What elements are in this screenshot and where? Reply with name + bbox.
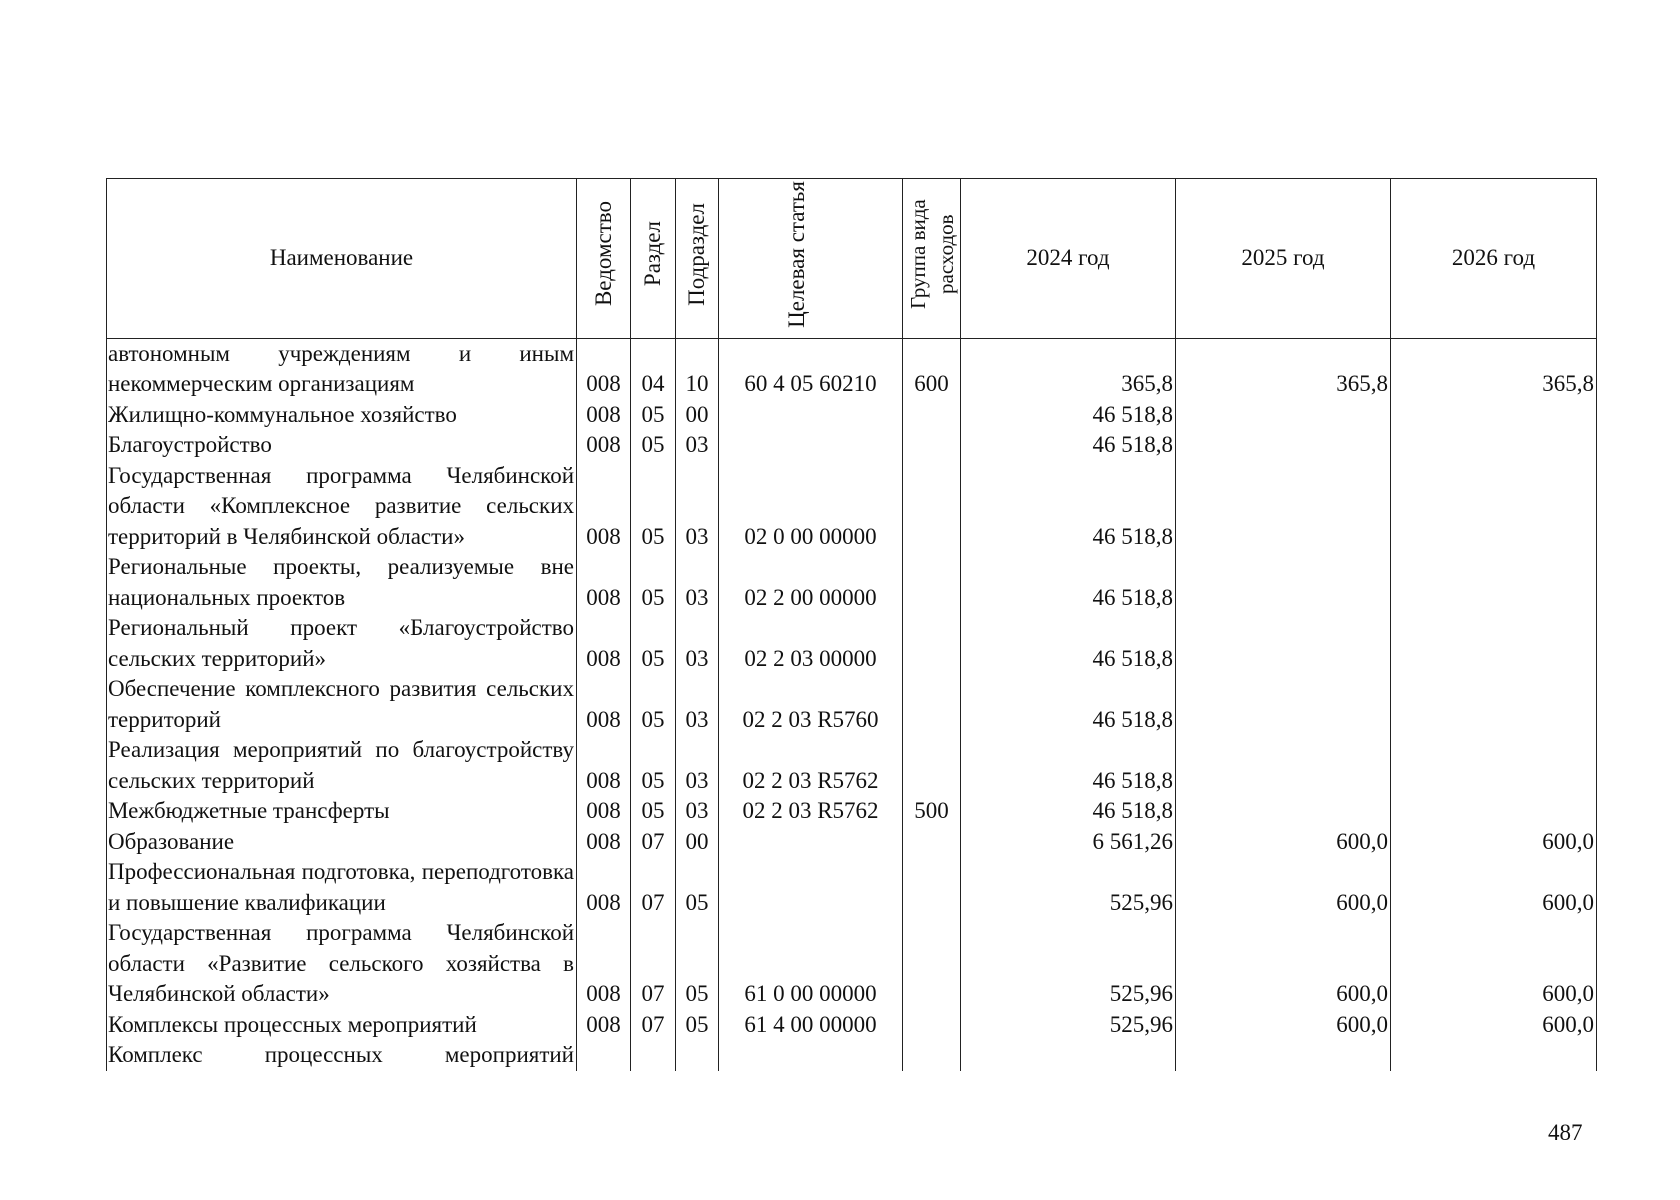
table-row (107, 461, 1597, 553)
table-row (107, 400, 1597, 431)
row-expense-group (903, 461, 961, 553)
row-department: 008 (577, 552, 631, 613)
row-name: Государственная программа Челябинской области «Развитие сельского хозяйства в Челябинской области» (107, 918, 577, 1010)
row-2026 (1391, 461, 1597, 553)
table-row (107, 827, 1597, 858)
header-name: Наименование (107, 179, 577, 339)
row-2025 (1176, 1040, 1391, 1071)
row-target-article (719, 1040, 903, 1071)
row-expense-group (903, 552, 961, 613)
header-department: Ведомство (577, 179, 631, 339)
row-section: 05 (631, 552, 676, 613)
row-2024: 46 518,8 (961, 613, 1176, 674)
row-name: Образование (107, 827, 577, 858)
row-2025 (1176, 461, 1391, 553)
row-subsection: 03 (676, 674, 719, 735)
row-subsection: 03 (676, 552, 719, 613)
row-department: 008 (577, 430, 631, 461)
table-row (107, 735, 1597, 796)
header-row (107, 179, 1597, 339)
row-2026 (1391, 552, 1597, 613)
table-row (107, 1040, 1597, 1071)
row-2026 (1391, 735, 1597, 796)
row-name: Комплекс процессных мероприятий (107, 1040, 577, 1071)
row-section: 05 (631, 613, 676, 674)
row-target-article: 61 4 00 00000 (719, 1010, 903, 1041)
row-subsection (676, 1040, 719, 1071)
row-section: 07 (631, 918, 676, 1010)
row-subsection: 05 (676, 1010, 719, 1041)
row-2025 (1176, 674, 1391, 735)
row-2026: 600,0 (1391, 918, 1597, 1010)
row-expense-group (903, 857, 961, 918)
row-section: 07 (631, 857, 676, 918)
row-department: 008 (577, 827, 631, 858)
row-subsection: 00 (676, 400, 719, 431)
row-subsection: 05 (676, 857, 719, 918)
row-target-article (719, 400, 903, 431)
row-subsection: 05 (676, 918, 719, 1010)
row-name: Жилищно-коммунальное хозяйство (107, 400, 577, 431)
row-2024: 46 518,8 (961, 674, 1176, 735)
header-2026: 2026 год (1391, 179, 1597, 339)
header-target-article: Целевая статья (719, 179, 903, 339)
row-2025: 600,0 (1176, 1010, 1391, 1041)
row-expense-group (903, 827, 961, 858)
row-target-article: 02 2 03 R5762 (719, 735, 903, 796)
table-row (107, 552, 1597, 613)
table-body (107, 338, 1597, 1071)
table-row (107, 674, 1597, 735)
row-expense-group (903, 1010, 961, 1041)
row-2024: 46 518,8 (961, 461, 1176, 553)
row-2026 (1391, 430, 1597, 461)
row-department: 008 (577, 735, 631, 796)
row-2025 (1176, 796, 1391, 827)
row-department: 008 (577, 796, 631, 827)
row-expense-group (903, 735, 961, 796)
table-row (107, 338, 1597, 400)
row-2024: 46 518,8 (961, 552, 1176, 613)
row-department: 008 (577, 613, 631, 674)
row-subsection: 10 (676, 338, 719, 400)
row-section: 05 (631, 674, 676, 735)
row-section: 05 (631, 735, 676, 796)
row-target-article: 60 4 05 60210 (719, 338, 903, 400)
row-2026 (1391, 400, 1597, 431)
row-expense-group: 600 (903, 338, 961, 400)
row-2025 (1176, 400, 1391, 431)
row-subsection: 00 (676, 827, 719, 858)
row-name: Профессиональная подготовка, переподготовка и повышение квалификации (107, 857, 577, 918)
row-department: 008 (577, 1010, 631, 1041)
row-2025 (1176, 735, 1391, 796)
row-2024: 525,96 (961, 918, 1176, 1010)
header-subsection: Подраздел (676, 179, 719, 339)
row-subsection: 03 (676, 461, 719, 553)
row-2025: 600,0 (1176, 827, 1391, 858)
row-name: Государственная программа Челябинской области «Комплексное развитие сельских территорий в Челябинской области» (107, 461, 577, 553)
row-department (577, 1040, 631, 1071)
table-row (107, 613, 1597, 674)
row-target-article (719, 430, 903, 461)
row-2026: 365,8 (1391, 338, 1597, 400)
row-subsection: 03 (676, 613, 719, 674)
row-department: 008 (577, 338, 631, 400)
row-department: 008 (577, 674, 631, 735)
header-section: Раздел (631, 179, 676, 339)
row-2024: 365,8 (961, 338, 1176, 400)
row-section: 07 (631, 827, 676, 858)
table-row (107, 857, 1597, 918)
row-2026: 600,0 (1391, 827, 1597, 858)
row-name: Межбюджетные трансферты (107, 796, 577, 827)
row-expense-group (903, 430, 961, 461)
row-2026 (1391, 1040, 1597, 1071)
budget-table (106, 178, 1597, 1071)
row-name: Обеспечение комплексного развития сельских территорий (107, 674, 577, 735)
row-target-article: 02 0 00 00000 (719, 461, 903, 553)
row-name: Реализация мероприятий по благоустройству сельских территорий (107, 735, 577, 796)
row-2024: 525,96 (961, 1010, 1176, 1041)
row-expense-group (903, 918, 961, 1010)
row-2025: 600,0 (1176, 918, 1391, 1010)
row-subsection: 03 (676, 796, 719, 827)
row-section: 05 (631, 430, 676, 461)
row-target-article: 02 2 03 R5762 (719, 796, 903, 827)
row-expense-group: 500 (903, 796, 961, 827)
row-section: 04 (631, 338, 676, 400)
row-target-article: 02 2 03 00000 (719, 613, 903, 674)
row-expense-group (903, 613, 961, 674)
header-2025: 2025 год (1176, 179, 1391, 339)
row-department: 008 (577, 918, 631, 1010)
row-name: Региональные проекты, реализуемые вне национальных проектов (107, 552, 577, 613)
row-subsection: 03 (676, 735, 719, 796)
table-row (107, 918, 1597, 1010)
header-expense-group: Группа вида расходов (903, 179, 961, 339)
row-expense-group (903, 400, 961, 431)
row-2024: 525,96 (961, 857, 1176, 918)
row-name: Благоустройство (107, 430, 577, 461)
row-department: 008 (577, 461, 631, 553)
row-2024 (961, 1040, 1176, 1071)
row-2025 (1176, 613, 1391, 674)
row-2026: 600,0 (1391, 857, 1597, 918)
header-2024: 2024 год (961, 179, 1176, 339)
table-row (107, 1010, 1597, 1041)
row-2024: 6 561,26 (961, 827, 1176, 858)
row-department: 008 (577, 400, 631, 431)
row-section: 05 (631, 796, 676, 827)
row-section: 05 (631, 461, 676, 553)
row-name: автономным учреждениям и иным некоммерческим организациям (107, 338, 577, 400)
row-target-article (719, 857, 903, 918)
table-row (107, 796, 1597, 827)
row-2024: 46 518,8 (961, 430, 1176, 461)
row-target-article: 02 2 03 R5760 (719, 674, 903, 735)
row-2025: 600,0 (1176, 857, 1391, 918)
row-2024: 46 518,8 (961, 735, 1176, 796)
row-2026: 600,0 (1391, 1010, 1597, 1041)
row-department: 008 (577, 857, 631, 918)
row-name: Региональный проект «Благоустройство сельских территорий» (107, 613, 577, 674)
row-target-article (719, 827, 903, 858)
page-number: 487 (1548, 1120, 1583, 1145)
row-2026 (1391, 796, 1597, 827)
row-section: 07 (631, 1010, 676, 1041)
row-2026 (1391, 674, 1597, 735)
row-2025: 365,8 (1176, 338, 1391, 400)
row-2026 (1391, 613, 1597, 674)
row-2025 (1176, 552, 1391, 613)
row-section: 05 (631, 400, 676, 431)
row-2025 (1176, 430, 1391, 461)
row-subsection: 03 (676, 430, 719, 461)
table-row (107, 430, 1597, 461)
row-section (631, 1040, 676, 1071)
row-expense-group (903, 674, 961, 735)
row-name: Комплексы процессных мероприятий (107, 1010, 577, 1041)
row-2024: 46 518,8 (961, 400, 1176, 431)
row-2024: 46 518,8 (961, 796, 1176, 827)
row-expense-group (903, 1040, 961, 1071)
row-target-article: 61 0 00 00000 (719, 918, 903, 1010)
row-target-article: 02 2 00 00000 (719, 552, 903, 613)
